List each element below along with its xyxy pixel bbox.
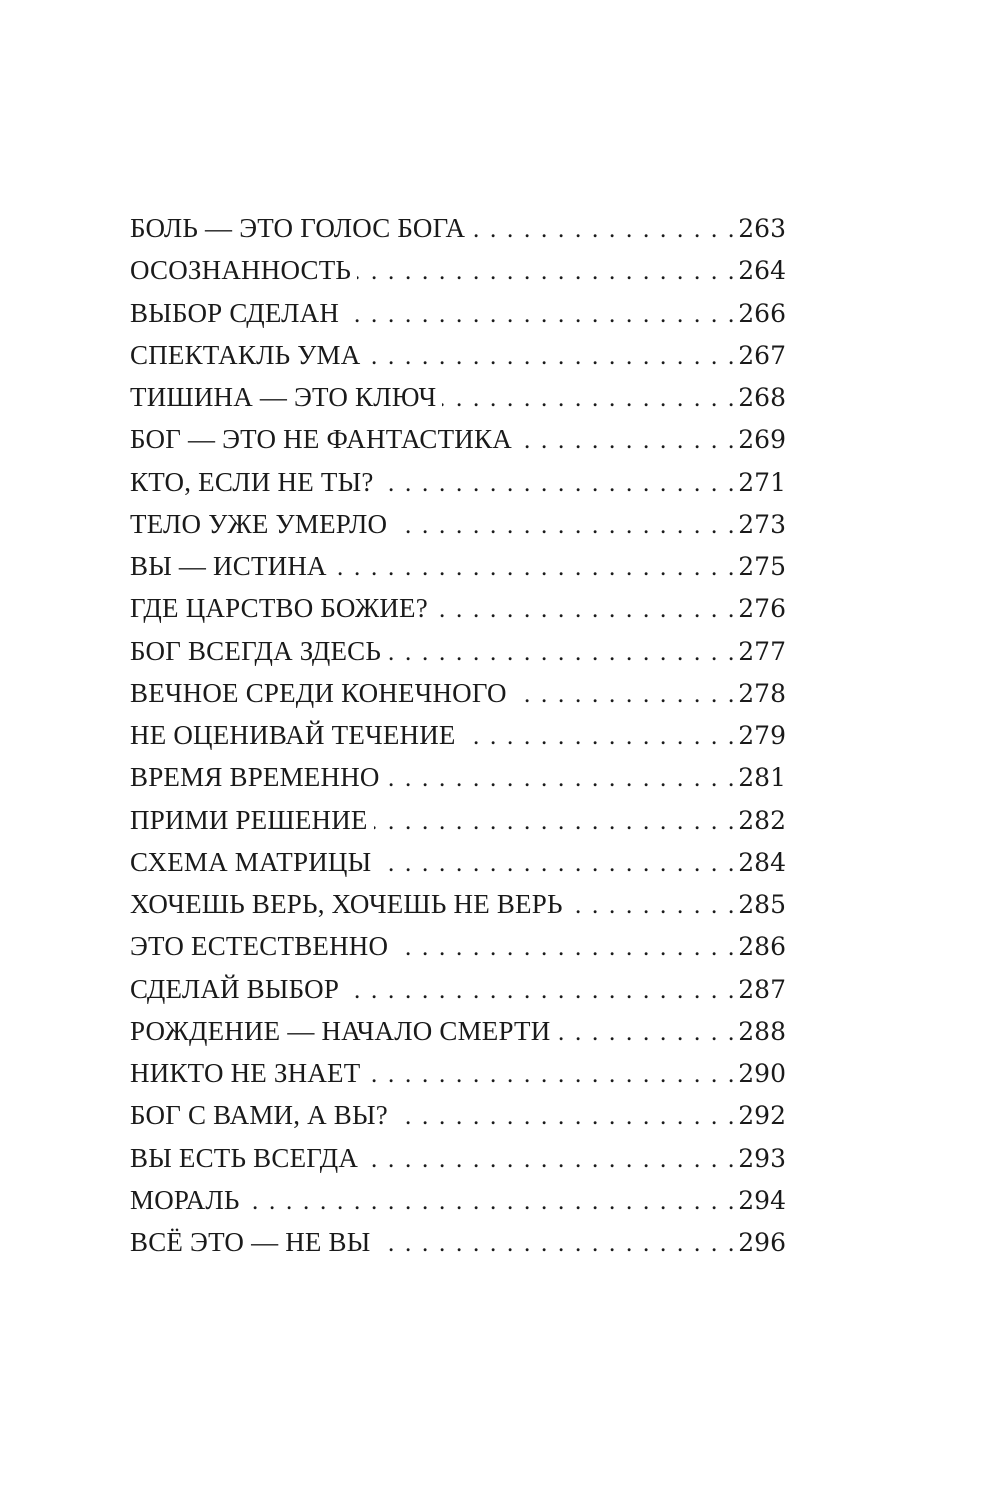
dot-leader bbox=[380, 463, 735, 503]
dot-leader bbox=[556, 1012, 734, 1052]
toc-entry bbox=[130, 1094, 786, 1136]
dot-leader bbox=[386, 758, 735, 798]
toc-entry-page: 287 bbox=[738, 974, 786, 1004]
toc-entry-page: 294 bbox=[738, 1185, 786, 1215]
toc-entry-title: ОСОЗНАННОСТЬ bbox=[130, 255, 352, 286]
dot-leader bbox=[513, 674, 735, 714]
dot-leader bbox=[387, 632, 734, 672]
toc-entry-page: 286 bbox=[738, 932, 786, 962]
dot-leader bbox=[462, 716, 735, 756]
dot-leader bbox=[434, 589, 734, 629]
toc-entry-page: 263 bbox=[738, 214, 786, 243]
toc-entry-title: ВЕЧНОЕ СРЕДИ КОНЕЧНОГО bbox=[130, 677, 507, 708]
toc-entry-page: 288 bbox=[738, 1016, 786, 1046]
toc-entry-page: 277 bbox=[738, 636, 786, 666]
toc-entry bbox=[130, 334, 786, 376]
toc-entry-page: 279 bbox=[738, 721, 786, 750]
toc-entry-title: ВРЕМЯ ВРЕМЕННО bbox=[130, 762, 380, 793]
toc-entry-page: 264 bbox=[738, 256, 786, 286]
toc-entry bbox=[130, 418, 786, 460]
toc-entry-page: 292 bbox=[738, 1101, 786, 1131]
toc-entry bbox=[130, 503, 786, 545]
toc-entry-title: СХЕМА МАТРИЦЫ bbox=[130, 846, 372, 877]
toc-entry-title: БОГ ВСЕГДА ЗДЕСЬ bbox=[130, 635, 382, 666]
toc-entry-title: ГДЕ ЦАРСТВО БОЖИЕ? bbox=[130, 593, 428, 624]
toc-entry bbox=[130, 799, 786, 841]
dot-leader bbox=[394, 1096, 734, 1136]
toc-entry-title: РОЖДЕНИЕ — НАЧАЛО СМЕРТИ bbox=[130, 1015, 551, 1046]
dot-leader bbox=[471, 209, 734, 249]
toc-entry-page: 273 bbox=[738, 509, 786, 539]
toc-entry-title: ПРИМИ РЕШЕНИЕ bbox=[130, 804, 368, 835]
toc-entry-page: 267 bbox=[738, 340, 786, 370]
dot-leader bbox=[345, 294, 734, 334]
toc-entry bbox=[130, 1179, 786, 1221]
dot-leader bbox=[377, 843, 734, 883]
toc-entry-page: 293 bbox=[738, 1143, 786, 1173]
toc-entry-page: 296 bbox=[738, 1228, 786, 1257]
toc-entry-page: 290 bbox=[738, 1059, 786, 1088]
toc-entry-title: ТЕЛО УЖЕ УМЕРЛО bbox=[130, 508, 388, 539]
toc-entry bbox=[130, 1137, 786, 1179]
dot-leader bbox=[364, 1139, 734, 1179]
toc-entry bbox=[130, 207, 786, 249]
toc-entry-page: 278 bbox=[738, 678, 786, 708]
toc-entry-title: ТИШИНА — ЭТО КЛЮЧ bbox=[130, 382, 437, 412]
toc-entry-title: БОЛЬ — ЭТО ГОЛОС БОГА bbox=[130, 213, 466, 243]
toc-entry bbox=[130, 925, 786, 967]
toc-entry bbox=[130, 841, 786, 883]
toc-entry-title: КТО, ЕСЛИ НЕ ТЫ? bbox=[130, 466, 374, 497]
toc-entry-title: ЭТО ЕСТЕСТВЕННО bbox=[130, 931, 389, 962]
toc-entry bbox=[130, 1010, 786, 1052]
dot-leader bbox=[345, 970, 734, 1010]
table-of-contents bbox=[130, 207, 786, 1263]
toc-entry bbox=[130, 714, 786, 756]
toc-entry-title: БОГ — ЭТО НЕ ФАНТАСТИКА bbox=[130, 424, 512, 455]
toc-entry-title: ХОЧЕШЬ ВЕРЬ, ХОЧЕШЬ НЕ ВЕРЬ bbox=[130, 889, 563, 919]
toc-entry bbox=[130, 672, 786, 714]
dot-leader bbox=[357, 251, 734, 291]
dot-leader bbox=[246, 1181, 735, 1221]
toc-entry bbox=[130, 249, 786, 291]
toc-entry bbox=[130, 630, 786, 672]
dot-leader bbox=[518, 420, 734, 460]
toc-entry-page: 269 bbox=[738, 425, 786, 455]
toc-entry-page: 284 bbox=[738, 847, 786, 877]
toc-entry-title: НЕ ОЦЕНИВАЙ ТЕЧЕНИЕ bbox=[130, 720, 456, 750]
dot-leader bbox=[394, 927, 734, 967]
toc-entry-page: 271 bbox=[738, 467, 786, 497]
toc-entry-page: 266 bbox=[738, 298, 786, 328]
toc-entry-title: ВЫ ЕСТЬ ВСЕГДА bbox=[130, 1142, 359, 1173]
toc-entry-page: 276 bbox=[738, 594, 786, 624]
toc-entry-page: 281 bbox=[738, 763, 786, 793]
toc-entry-title: БОГ С ВАМИ, А ВЫ? bbox=[130, 1100, 388, 1131]
toc-entry bbox=[130, 1221, 786, 1263]
toc-entry bbox=[130, 1052, 786, 1094]
toc-entry bbox=[130, 587, 786, 629]
toc-entry-page: 275 bbox=[738, 552, 786, 581]
dot-leader bbox=[366, 1054, 734, 1094]
toc-entry bbox=[130, 545, 786, 587]
toc-entry bbox=[130, 883, 786, 925]
dot-leader bbox=[374, 801, 735, 841]
dot-leader bbox=[393, 505, 734, 545]
toc-entry bbox=[130, 292, 786, 334]
toc-entry-title: НИКТО НЕ ЗНАЕТ bbox=[130, 1058, 361, 1088]
toc-entry bbox=[130, 968, 786, 1010]
dot-leader bbox=[333, 547, 735, 587]
toc-entry-title: СПЕКТАКЛЬ УМА bbox=[130, 339, 361, 370]
toc-entry-page: 285 bbox=[738, 890, 786, 919]
dot-leader bbox=[569, 885, 735, 925]
dot-leader bbox=[377, 1223, 735, 1263]
toc-entry-title: МОРАЛЬ bbox=[130, 1184, 240, 1215]
toc-entry-title: СДЕЛАЙ ВЫБОР bbox=[130, 973, 340, 1004]
dot-leader bbox=[366, 336, 734, 376]
toc-entry-title: ВСЁ ЭТО — НЕ ВЫ bbox=[130, 1227, 371, 1257]
toc-entry-page: 282 bbox=[738, 805, 786, 835]
toc-entry bbox=[130, 461, 786, 503]
toc-entry bbox=[130, 376, 786, 418]
toc-entry-title: ВЫБОР СДЕЛАН bbox=[130, 297, 340, 328]
toc-entry-page: 268 bbox=[738, 383, 786, 412]
dot-leader bbox=[442, 378, 734, 418]
toc-entry bbox=[130, 756, 786, 798]
toc-entry-title: ВЫ — ИСТИНА bbox=[130, 551, 327, 581]
